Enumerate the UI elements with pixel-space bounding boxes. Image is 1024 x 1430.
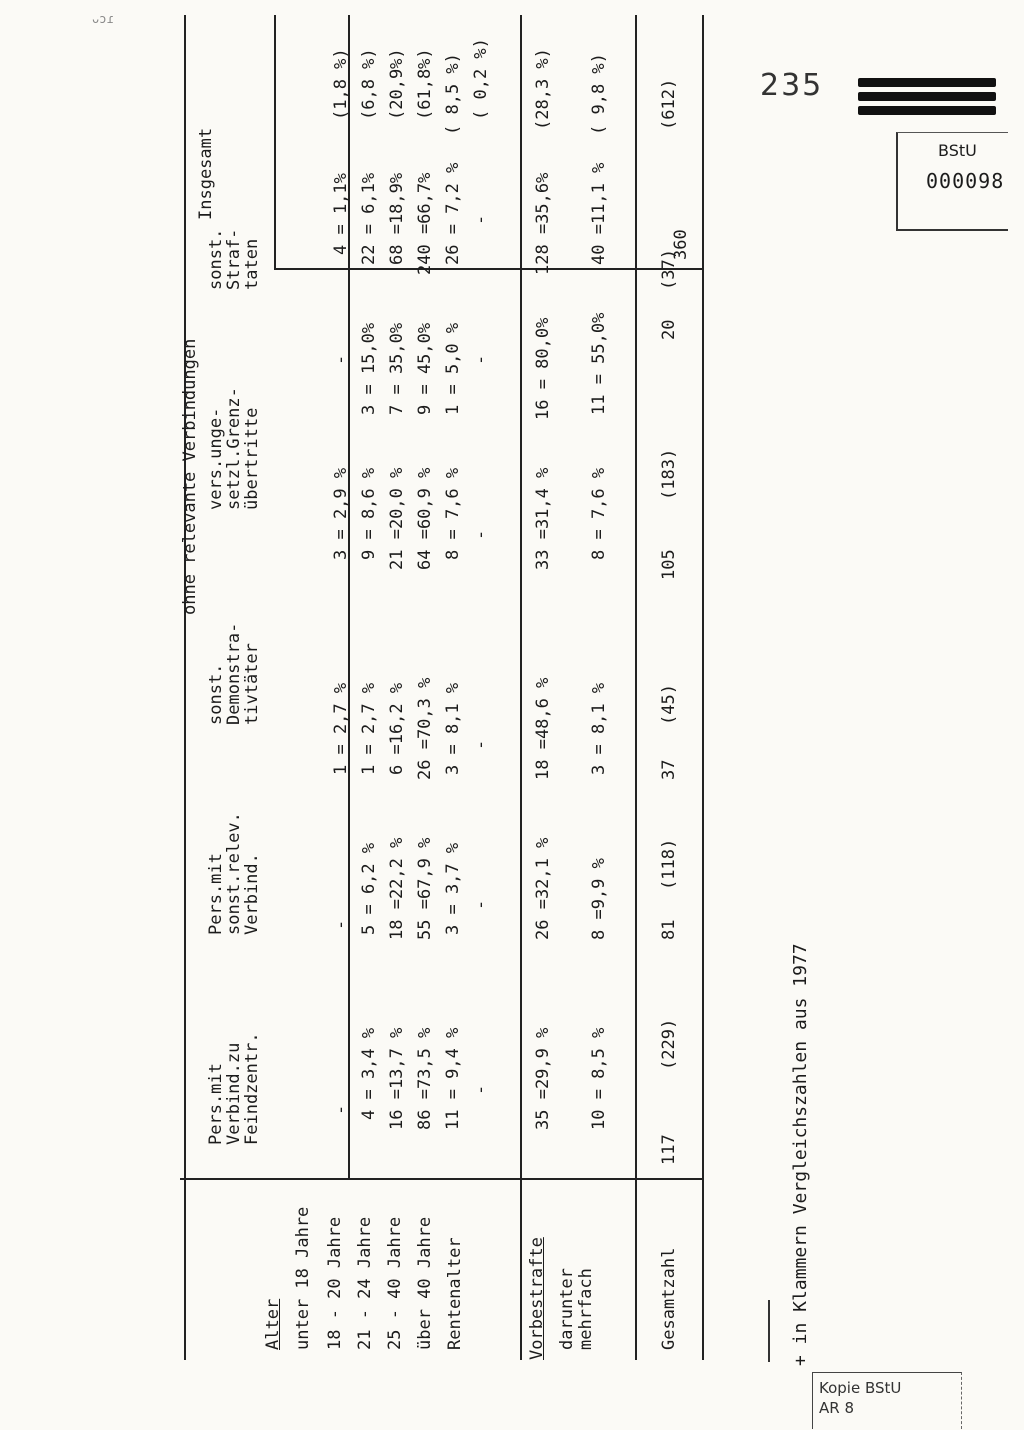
cell: 3 = 2,9 % [331,467,351,560]
section-alter: Alter [263,1298,283,1350]
cell-total: 240 =66,7% [415,172,435,275]
bstu-number: 000098 [926,169,1005,193]
cell: 9 = 45,0% [415,322,435,415]
cell: 21 =20,0 % [387,467,407,570]
cell: 10 = 8,5 % [589,1027,609,1130]
cell: 16 =13,7 % [387,1027,407,1130]
section-rule-1 [520,15,522,1360]
cell-total: 68 =18,9% [387,172,407,265]
handwritten-top-mark: ᴗɔɾ [92,12,114,26]
row-label: 18 - 20 Jahre [325,1216,345,1350]
col-demonstrativ-header: sonst. Demonstra- tivtäter [206,622,262,725]
cell: (229) [659,1018,679,1070]
cell: 8 = 7,6 % [589,467,609,560]
cell: 64 =60,9 % [415,467,435,570]
cell-total: 128 =35,6% [533,172,553,275]
cell-total-1977: ( 9,8 %) [589,53,609,135]
cell: 35 =29,9 % [533,1027,553,1130]
bstu-archive-stamp [896,132,1008,231]
row-label: Rentenalter [445,1237,465,1350]
cell-total-1977: (20,9%) [387,48,407,120]
cell-total: 360 [671,229,691,260]
table-bottom-rule [702,15,704,1360]
cell: 3 = 8,1 % [443,682,463,775]
cell: 81 [659,919,679,940]
cell: 18 =48,6 % [533,677,553,780]
cell-total: 22 = 6,1% [359,172,379,265]
cell: 105 [659,549,679,580]
label-column-rule [180,1178,704,1180]
cell: 8 = 7,6 % [443,467,463,560]
cell: 6 =16,2 % [387,682,407,775]
cell: 16 = 80,0% [533,317,553,420]
cell-total: - [471,214,491,225]
cell: 1 = 2,7 % [331,682,351,775]
statistics-table [180,10,740,1360]
cell: (37) [659,249,679,290]
cell: 26 =32,1 % [533,837,553,940]
page-number: 235 [760,68,824,103]
cell: 7 = 35,0% [387,322,407,415]
cell: 1 = 2,7 % [359,682,379,775]
cell-total-1977: (61,8%) [415,48,435,120]
cell: 33 =31,4 % [533,467,553,570]
cell-total-1977: (1,8 %) [331,48,351,120]
col-straftaten-header: sonst. Straf- taten [206,228,262,290]
total-column-rule [274,268,704,270]
group-header-rule [274,15,276,270]
cell: 11 = 55,0% [589,312,609,415]
cell: - [471,1084,491,1095]
cell: (183) [659,448,679,500]
copy-stamp [812,1372,962,1429]
copy-stamp-line1: Kopie BStU [819,1379,902,1397]
row-label: über 40 Jahre [415,1216,435,1350]
cell: - [331,919,351,930]
cell: - [471,899,491,910]
cell: 3 = 3,7 % [443,842,463,935]
cell: 3 = 15,0% [359,322,379,415]
cell-total: 40 =11,1 % [589,162,609,265]
cell: 37 [659,759,679,780]
footnote-rule [768,1300,770,1362]
cell-total: 26 = 7,2 % [443,162,463,265]
cell: 8 =9,9 % [589,858,609,940]
cell-total-1977: ( 0,2 %) [471,38,491,120]
cell: - [471,739,491,750]
cell: 4 = 3,4 % [359,1027,379,1120]
cell-total-1977: (6,8 %) [359,48,379,120]
cell: - [331,354,351,365]
col-feindzentr-header: Pers.mit Verbind.zu Feindzentr. [206,1032,262,1145]
cell: 9 = 8,6 % [359,467,379,560]
row-label: unter 18 Jahre [293,1206,313,1350]
cell: 26 =70,3 % [415,677,435,780]
cell: 117 [659,1134,679,1165]
section-rule-2 [635,15,637,1360]
cell: 5 = 6,2 % [359,842,379,935]
cell: 11 = 9,4 % [443,1027,463,1130]
row-label-gesamt: Gesamtzahl [659,1247,679,1350]
redaction-bar [858,78,996,118]
cell-total-1977: ( 8,5 %) [443,53,463,135]
col-relev-header: Pers.mit sonst.relev. Verbind. [206,812,262,935]
col-total-header: Insgesamt [196,127,216,220]
cell: 86 =73,5 % [415,1027,435,1130]
table-top-rule [184,15,186,1360]
row-label: 25 - 40 Jahre [385,1216,405,1350]
row-label-vorbestrafte: Vorbestrafte [527,1237,547,1360]
cell: 55 =67,9 % [415,837,435,940]
cell-total: 4 = 1,1% [331,173,351,255]
row-label-mehrfach: darunter mehrfach [557,1268,596,1350]
cell: - [471,354,491,365]
copy-stamp-line2: AR 8 [819,1399,854,1417]
footnote: + in Klammern Vergleichszahlen aus 1977 [790,943,811,1366]
cell: - [331,1104,351,1115]
row-label: 21 - 24 Jahre [355,1216,375,1350]
cell: (118) [659,838,679,890]
cell: 20 [659,319,679,340]
cell: 3 = 8,1 % [589,682,609,775]
cell: 18 =22,2 % [387,837,407,940]
group-header: ohne relevante Verbindungen [180,338,200,615]
cell: 1 = 5,0 % [443,322,463,415]
cell-total-1977: (28,3 %) [533,48,553,130]
cell: (45) [659,684,679,725]
cell-total-1977: (612) [659,78,679,130]
bstu-label: BStU [938,141,977,160]
col-grenz-header: vers.unge- setzl.Grenz- übertritte [206,387,262,510]
cell: - [471,529,491,540]
